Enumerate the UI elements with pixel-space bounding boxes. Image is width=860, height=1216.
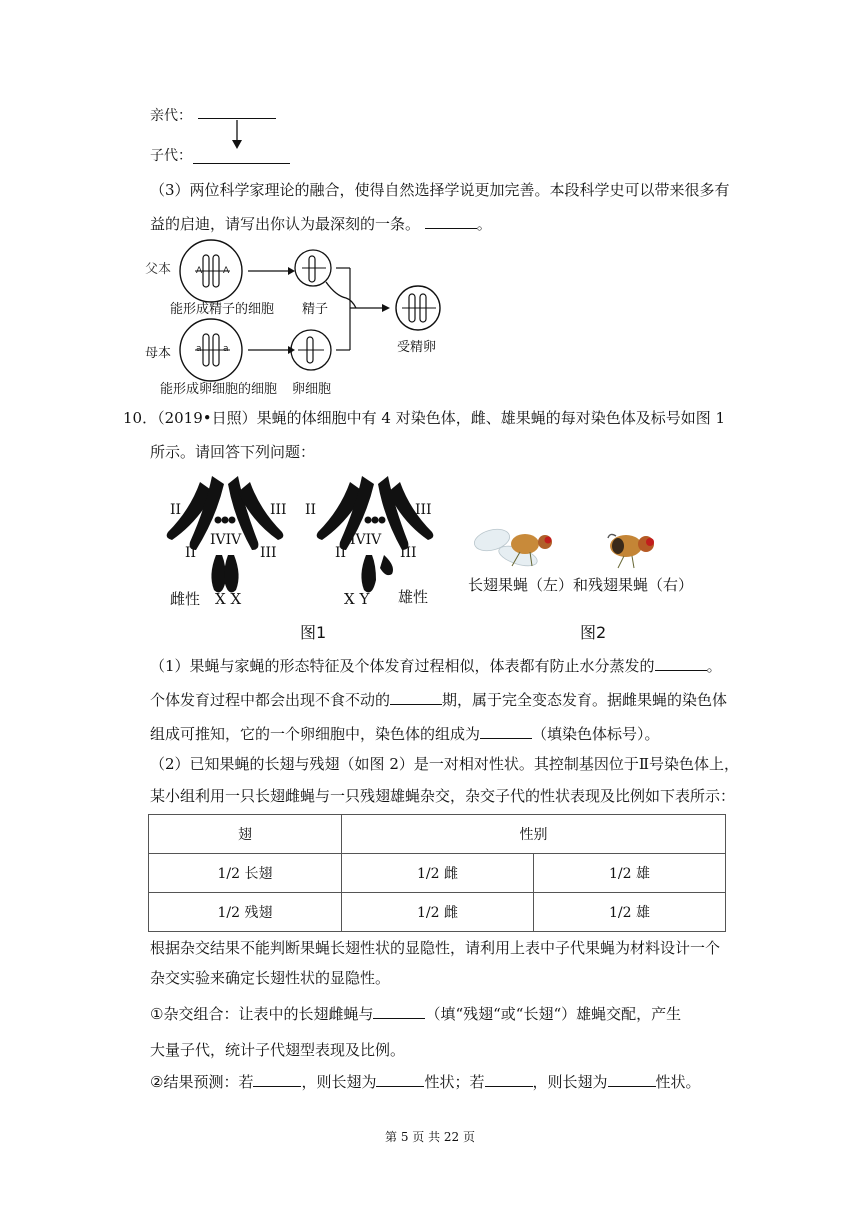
step1-line1: ①杂交组合：让表中的长翅雌蝇与 （填“残翅“或“长翅“）雄蝇交配，产生: [150, 1005, 682, 1023]
fertilization-diagram: [140, 238, 460, 398]
vestigial-wing-fly: [608, 534, 654, 568]
q3-line1: （3）两位科学家理论的融合，使得自然选择学说更加完善。本段科学史可以带来很多有: [150, 181, 730, 199]
table-cell: 1/2 长翅: [149, 854, 342, 893]
table-cell: 1/2 雌: [342, 893, 534, 932]
chrom-label-II-m: II: [305, 502, 317, 518]
page-footer: 第 5 页 共 22 页: [385, 1130, 475, 1144]
allele-A-right: A: [223, 266, 230, 276]
male-sex-chrom: X Y: [344, 590, 370, 608]
fly-images: [470, 520, 670, 575]
zygote-label: 受精卵: [397, 340, 437, 355]
chrom-label-III-f: III: [270, 502, 287, 518]
egg-cell-producer-label: 能形成卵细胞的细胞: [160, 382, 278, 397]
child-label: 子代：: [150, 148, 192, 164]
allele-a-left: a: [196, 344, 202, 354]
q10-line2: 所示。请回答下列问题：: [150, 443, 316, 461]
table-header-row: [149, 815, 726, 854]
chrom-label-III-f2: III: [260, 545, 277, 561]
chrom-label-II-m2: II: [335, 545, 347, 561]
down-arrow-icon: [230, 120, 244, 150]
child-blank: [193, 163, 290, 164]
chrom-label-II-f: II: [170, 502, 182, 518]
q10-line1: 10．（2019•日照）果蝇的体细胞中有 4 对染色体，雌、雄果蝇的每对染色体及标号如图 1: [123, 409, 726, 427]
p3-line2: 杂交实验来确定长翅性状的显隐性。: [150, 969, 391, 987]
p2-line1: （2）已知果蝇的长翅与残翅（如图 2）是一对相对性状。其控制基因位于Ⅱ号染色体上，: [150, 755, 740, 773]
long-wing-fly: [472, 526, 552, 570]
mother-label: 母本: [145, 346, 172, 361]
table-cell: 1/2 雄: [534, 893, 726, 932]
table-cell: 1/2 雄: [534, 854, 726, 893]
cross-results-table: [148, 814, 726, 932]
q3-line2: 益的启迪，请写出你认为最深刻的一条。 。: [150, 215, 492, 233]
figure1-caption: 图1: [300, 623, 327, 642]
parent-blank: [198, 118, 276, 119]
chrom-label-II-f2: II: [185, 545, 197, 561]
sperm-cell-label: 能形成精子的细胞: [170, 302, 275, 317]
table-cell: 1/2 残翅: [149, 893, 342, 932]
p2-line2: 某小组利用一只长翅雌蝇与一只残翅雄蝇杂交，杂交子代的性状表现及比例如下表所示：: [150, 787, 736, 805]
chrom-label-IV-f: IVIV: [210, 532, 242, 548]
parent-label: 亲代：: [150, 108, 192, 124]
table-header-cell: 翅: [149, 815, 342, 854]
allele-a-right: a: [223, 344, 229, 354]
figure2-caption: 图2: [580, 623, 607, 642]
step1-line2: 大量子代，统计子代翅型表现及比例。: [150, 1041, 406, 1059]
table-row: [149, 854, 726, 893]
female-label: 雌性: [170, 590, 201, 608]
p1-line2: 个体发育过程中都会出现不食不动的 期，属于完全变态发育。据雌果蝇的染色体: [150, 691, 728, 709]
table-cell: 1/2 雌: [342, 854, 534, 893]
allele-A-left: A: [196, 266, 203, 276]
chrom-label-III-m: III: [415, 502, 432, 518]
table-row: [149, 893, 726, 932]
figure2-label: 长翅果蝇（左）和残翅果蝇（右）: [468, 576, 694, 594]
chrom-label-IV-m: IVIV: [350, 532, 382, 548]
p3-line1: 根据杂交结果不能判断果蝇长翅性状的显隐性，请利用上表中子代果蝇为材料设计一个: [150, 939, 721, 957]
table-header-cell: 性别: [342, 815, 726, 854]
female-sex-chrom: X X: [215, 590, 242, 608]
chrom-label-III-m2: III: [400, 545, 417, 561]
father-label: 父本: [145, 262, 172, 277]
p1-line1: （1）果蝇与家蝇的形态特征及个体发育过程相似，体表都有防止水分蒸发的 。: [150, 657, 722, 675]
egg-label: 卵细胞: [292, 382, 332, 397]
step2-line: ②结果预测：若 ，则长翅为 性状；若 ，则长翅为 性状。: [150, 1073, 701, 1091]
p1-line3: 组成可推知，它的一个卵细胞中，染色体的组成为 （填染色体标号）。: [150, 725, 660, 743]
male-label: 雄性: [398, 588, 429, 606]
sperm-label: 精子: [302, 302, 329, 317]
